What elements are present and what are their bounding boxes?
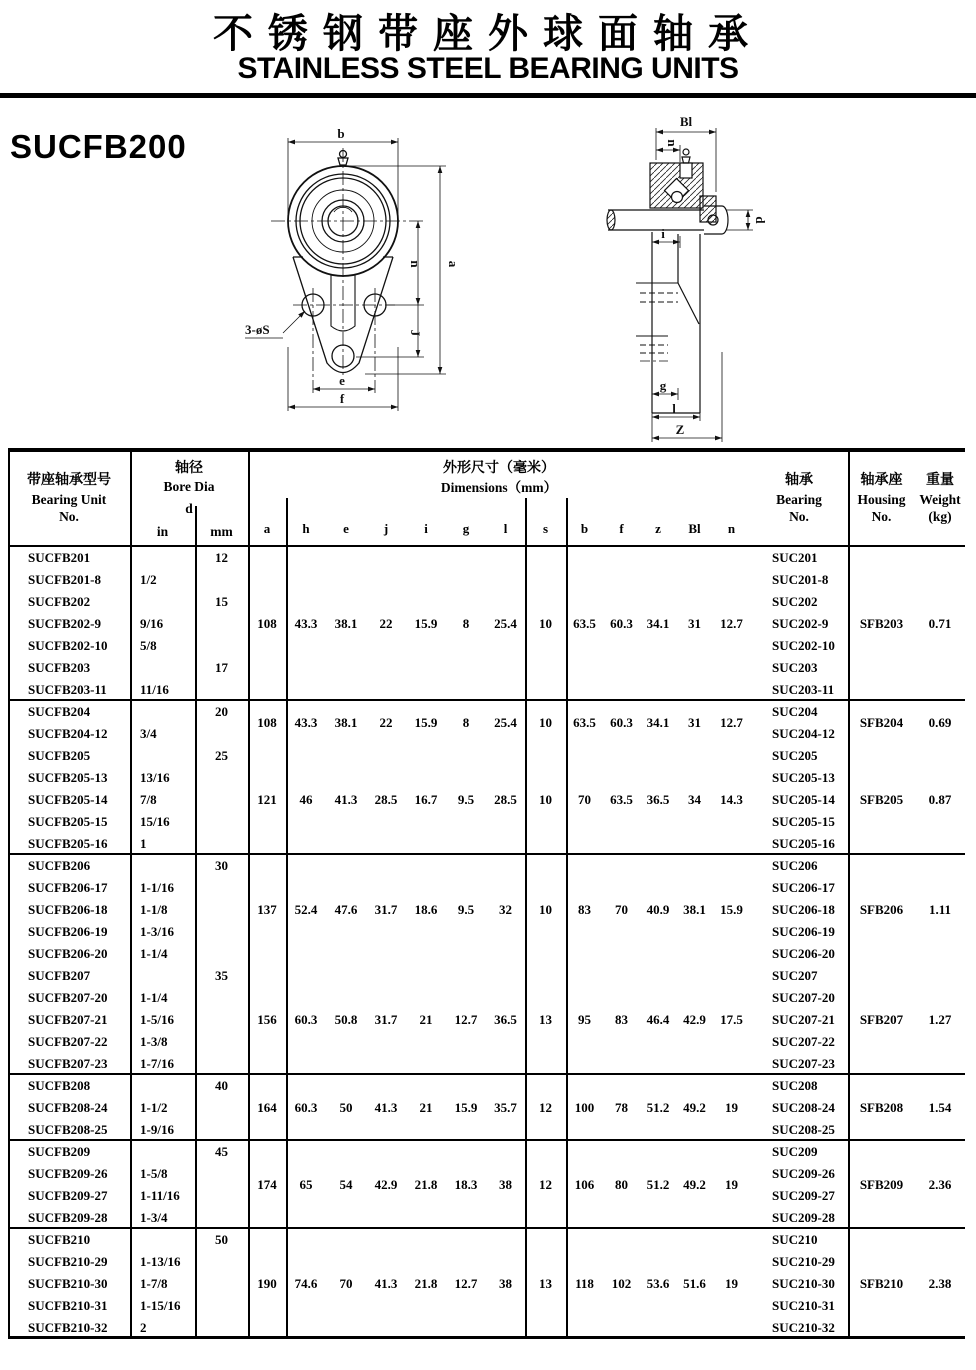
table-group — [8, 1075, 965, 1141]
unit-no-cell: SUCFB201 — [28, 550, 91, 565]
dim-value-cell: 9.5 — [457, 902, 475, 917]
col-header-dims-cn: 外形尺寸（毫米） — [443, 460, 555, 476]
front-view-drawing — [225, 112, 465, 442]
dim-value-cell: 14.3 — [720, 792, 743, 807]
dim-value-cell: 46 — [299, 792, 313, 807]
dim-value-cell: 10 — [539, 715, 552, 730]
unit-no-cell: SUCFB201-8 — [28, 572, 101, 587]
dim-value-cell: 43.3 — [294, 616, 318, 631]
dim-value-cell: 70 — [578, 792, 591, 807]
col-header-bore-mm: mm — [210, 524, 233, 539]
dim-value-cell: 50 — [339, 1100, 353, 1115]
dim-value-cell: 190 — [257, 1276, 277, 1291]
page-title-en: STAINLESS STEEL BEARING UNITS — [237, 52, 739, 85]
bearing-no-cell: SUC206-17 — [772, 880, 835, 895]
col-header-dims-en: Dimensions（mm） — [440, 480, 558, 495]
bearing-no-cell: SUC208-24 — [772, 1100, 835, 1115]
unit-no-cell: SUCFB203 — [28, 660, 91, 675]
dim-value-cell: 35.7 — [494, 1100, 517, 1115]
bearing-no-cell: SUC205-13 — [772, 770, 835, 785]
dim-label-g: g — [659, 378, 667, 393]
dim-value-cell: 10 — [539, 902, 552, 917]
col-header-unit-cn: 带座轴承型号 — [27, 472, 111, 488]
bearing-no-cell: SUC209 — [772, 1144, 818, 1159]
bearing-no-cell: SUC205-15 — [772, 814, 835, 829]
dim-label-z: Z — [675, 422, 685, 437]
table-top-border — [8, 448, 965, 452]
dim-value-cell: 38 — [499, 1177, 512, 1192]
unit-no-cell: SUCFB209-26 — [28, 1166, 108, 1181]
bore-in-cell: 1-15/16 — [140, 1298, 181, 1313]
bore-in-cell: 1-7/16 — [140, 1056, 174, 1071]
dim-label-f: f — [339, 391, 345, 406]
col-header-bore-d: d — [185, 501, 193, 516]
series-label: SUCFB200 — [10, 128, 187, 165]
bore-in-cell: 1-5/8 — [140, 1166, 168, 1181]
dim-value-cell: 12.7 — [454, 1276, 478, 1291]
bore-in-cell: 5/8 — [140, 638, 157, 653]
dim-value-cell: 70 — [339, 1276, 353, 1291]
dim-value-cell: 17.5 — [720, 1012, 743, 1027]
col-header-weight-en: Weight — [919, 492, 961, 507]
unit-no-cell: SUCFB205-16 — [28, 836, 108, 851]
bore-in-cell: 11/16 — [140, 682, 169, 697]
dim-label-j: J — [408, 329, 423, 337]
unit-no-cell: SUCFB202-10 — [28, 638, 108, 653]
dim-value-cell: 174 — [257, 1177, 277, 1192]
bearing-no-cell: SUC207-21 — [772, 1012, 835, 1027]
dim-value-cell: 19 — [725, 1100, 738, 1115]
bearing-no-cell: SUC205-16 — [772, 836, 835, 851]
bearing-no-cell: SUC207-22 — [772, 1034, 835, 1049]
dim-value-cell: 12.7 — [720, 715, 743, 730]
bearing-no-cell: SUC206 — [772, 858, 818, 873]
housing-no-cell: SFB205 — [859, 792, 904, 807]
dim-value-cell: 12.7 — [454, 1012, 478, 1027]
dim-col-header: h — [302, 521, 310, 536]
unit-no-cell: SUCFB210-31 — [28, 1298, 108, 1313]
dim-value-cell: 95 — [578, 1012, 591, 1027]
weight-cell: 1.11 — [928, 902, 952, 917]
dim-value-cell: 83 — [615, 1012, 628, 1027]
bearing-no-cell: SUC202-10 — [772, 638, 835, 653]
unit-no-cell: SUCFB207-22 — [28, 1034, 108, 1049]
bearing-no-cell: SUC210-31 — [772, 1298, 835, 1313]
unit-no-cell: SUCFB204-12 — [28, 726, 108, 741]
dim-col-header: n — [727, 521, 736, 536]
unit-no-cell: SUCFB207-20 — [28, 990, 108, 1005]
dim-value-cell: 21 — [419, 1100, 433, 1115]
dim-value-cell: 156 — [257, 1012, 277, 1027]
dim-value-cell: 108 — [257, 715, 277, 730]
bearing-no-cell: SUC202-9 — [772, 616, 829, 631]
dim-value-cell: 51.2 — [646, 1177, 670, 1192]
dim-col-header: j — [383, 521, 389, 536]
bearing-no-cell: SUC209-26 — [772, 1166, 835, 1181]
bearing-no-cell: SUC207-20 — [772, 990, 835, 1005]
table-group — [8, 547, 965, 701]
bore-mm-cell: 20 — [215, 704, 228, 719]
dim-value-cell: 52.4 — [294, 902, 318, 917]
dim-label-b: b — [337, 126, 345, 141]
dim-col-header: l — [503, 521, 508, 536]
dim-value-cell: 15.9 — [414, 715, 438, 730]
dim-value-cell: 108 — [257, 616, 277, 631]
table-body — [8, 547, 965, 1339]
dim-label-n: n — [408, 260, 423, 268]
dim-value-cell: 15.9 — [720, 902, 743, 917]
bore-mm-cell: 17 — [215, 660, 228, 675]
bore-in-cell: 1-1/4 — [140, 990, 168, 1005]
dim-value-cell: 164 — [257, 1100, 277, 1115]
housing-no-cell: SFB207 — [859, 1012, 904, 1027]
dim-col-header: z — [655, 521, 661, 536]
dim-value-cell: 19 — [725, 1177, 738, 1192]
bearing-no-cell: SUC210-30 — [772, 1276, 835, 1291]
bore-in-cell: 1-13/16 — [140, 1254, 181, 1269]
bearing-no-cell: SUC209-27 — [772, 1188, 835, 1203]
side-view-drawing — [600, 112, 870, 452]
bore-in-cell: 1-1/16 — [140, 880, 174, 895]
housing-no-cell: SFB210 — [859, 1276, 904, 1291]
dim-label-i: i — [661, 226, 665, 241]
table-group — [8, 1141, 965, 1229]
unit-no-cell: SUCFB210 — [28, 1232, 91, 1247]
dim-value-cell: 121 — [257, 792, 277, 807]
housing-no-cell: SFB208 — [859, 1100, 904, 1115]
dim-value-cell: 49.2 — [683, 1100, 706, 1115]
bore-mm-cell: 40 — [215, 1078, 228, 1093]
bearing-no-cell: SUC207-23 — [772, 1056, 835, 1071]
side-view-geometry — [607, 128, 753, 442]
dim-col-header: e — [343, 521, 349, 536]
dim-value-cell: 12.7 — [720, 616, 743, 631]
bearing-no-cell: SUC209-28 — [772, 1210, 835, 1225]
bore-in-cell: 1 — [140, 836, 147, 851]
dim-value-cell: 60.3 — [294, 1012, 318, 1027]
col-header-housing-no: No. — [871, 509, 892, 524]
bearing-no-cell: SUC205 — [772, 748, 818, 763]
dim-value-cell: 31.7 — [374, 902, 398, 917]
dim-value-cell: 63.5 — [573, 715, 596, 730]
bore-in-cell: 1-11/16 — [140, 1188, 180, 1203]
bore-mm-cell: 30 — [215, 858, 228, 873]
dim-value-cell: 18.6 — [414, 902, 438, 917]
table-group — [8, 855, 965, 1075]
col-header-housing-cn: 轴承座 — [860, 472, 903, 488]
unit-no-cell: SUCFB206-20 — [28, 946, 108, 961]
dim-value-cell: 34 — [688, 792, 701, 807]
dim-value-cell: 118 — [575, 1276, 594, 1291]
bore-mm-cell: 15 — [215, 594, 228, 609]
dim-value-cell: 78 — [615, 1100, 628, 1115]
unit-no-cell: SUCFB205-14 — [28, 792, 108, 807]
housing-no-cell: SFB204 — [859, 715, 904, 730]
dim-value-cell: 63.5 — [573, 616, 596, 631]
dim-value-cell: 25.4 — [494, 616, 517, 631]
dim-value-cell: 38.1 — [683, 902, 706, 917]
dim-value-cell: 31.7 — [374, 1012, 398, 1027]
dim-col-header: f — [619, 521, 624, 536]
table-group — [8, 701, 965, 855]
dim-value-cell: 38.1 — [334, 616, 358, 631]
bore-in-cell: 1-3/8 — [140, 1034, 168, 1049]
bearing-no-cell: SUC206-20 — [772, 946, 835, 961]
dim-value-cell: 47.6 — [334, 902, 358, 917]
col-header-unit-no: No. — [59, 509, 79, 524]
bore-in-cell: 1-3/16 — [140, 924, 174, 939]
unit-no-cell: SUCFB207-21 — [28, 1012, 108, 1027]
bearing-no-cell: SUC204 — [772, 704, 818, 719]
bearing-no-cell: SUC201 — [772, 550, 818, 565]
bore-in-cell: 1-5/16 — [140, 1012, 174, 1027]
dim-value-cell: 32 — [499, 902, 512, 917]
dim-value-cell: 12 — [539, 1100, 552, 1115]
dim-value-cell: 34.1 — [646, 616, 670, 631]
title-divider — [0, 93, 976, 98]
dim-value-cell: 12 — [539, 1177, 552, 1192]
bore-in-cell: 7/8 — [140, 792, 157, 807]
dim-value-cell: 28.5 — [494, 792, 517, 807]
housing-no-cell: SFB209 — [859, 1177, 904, 1192]
bore-in-cell: 1-3/4 — [140, 1210, 168, 1225]
dim-value-cell: 54 — [339, 1177, 353, 1192]
dim-value-cell: 10 — [539, 792, 552, 807]
dim-col-header: s — [542, 521, 549, 536]
bore-in-cell: 13/16 — [140, 770, 170, 785]
unit-no-cell: SUCFB209 — [28, 1144, 91, 1159]
bore-in-cell: 1-1/8 — [140, 902, 168, 917]
dim-value-cell: 15.9 — [414, 616, 438, 631]
dim-label-e: e — [339, 373, 345, 388]
dim-value-cell: 63.5 — [610, 792, 633, 807]
dimension-lines — [245, 138, 446, 411]
unit-no-cell: SUCFB205-13 — [28, 770, 108, 785]
dim-value-cell: 60.3 — [610, 616, 633, 631]
bore-mm-cell: 35 — [215, 968, 228, 983]
dim-col-header: g — [462, 521, 470, 536]
dim-value-cell: 36.5 — [646, 792, 670, 807]
bore-in-cell: 1-9/16 — [140, 1122, 174, 1137]
bore-in-cell: 2 — [140, 1320, 147, 1335]
unit-no-cell: SUCFB210-30 — [28, 1276, 108, 1291]
housing-no-cell: SFB206 — [859, 902, 904, 917]
bearing-no-cell: SUC207 — [772, 968, 818, 983]
bearing-no-cell: SUC203-11 — [772, 682, 835, 697]
dim-value-cell: 49.2 — [683, 1177, 706, 1192]
dim-value-cell: 38 — [499, 1276, 512, 1291]
bearing-no-cell: SUC203 — [772, 660, 818, 675]
col-header-bore-cn: 轴径 — [175, 460, 203, 476]
unit-no-cell: SUCFB210-29 — [28, 1254, 108, 1269]
dim-value-cell: 21 — [419, 1012, 433, 1027]
dim-value-cell: 18.3 — [454, 1177, 478, 1192]
dim-value-cell: 41.3 — [334, 792, 358, 807]
dim-value-cell: 16.7 — [414, 792, 438, 807]
housing-no-cell: SFB203 — [859, 616, 904, 631]
dim-value-cell: 60.3 — [610, 715, 633, 730]
dim-value-cell: 43.3 — [294, 715, 318, 730]
page-title-cn: 不锈钢带座外球面轴承 — [213, 11, 763, 57]
bore-in-cell: 1-1/4 — [140, 946, 168, 961]
dim-value-cell: 8 — [462, 715, 470, 730]
weight-cell: 1.54 — [928, 1100, 952, 1115]
col-header-bearing-no: No. — [789, 509, 809, 524]
front-view-geometry — [245, 138, 446, 411]
dim-value-cell: 19 — [725, 1276, 738, 1291]
col-header-bore-en: Bore Dia — [163, 479, 215, 494]
unit-no-cell: SUCFB208 — [28, 1078, 91, 1093]
weight-cell: 0.87 — [928, 792, 952, 807]
dim-value-cell: 100 — [574, 1100, 595, 1115]
bearing-no-cell: SUC204-12 — [772, 726, 835, 741]
dim-col-header: b — [580, 521, 589, 536]
col-header-weight-kg: (kg) — [928, 509, 952, 524]
unit-no-cell: SUCFB202-9 — [28, 616, 101, 631]
bearing-no-cell: SUC208-25 — [772, 1122, 835, 1137]
unit-no-cell: SUCFB205-15 — [28, 814, 108, 829]
dim-value-cell: 21.8 — [414, 1177, 438, 1192]
dim-value-cell: 31 — [688, 616, 701, 631]
dim-value-cell: 74.6 — [294, 1276, 318, 1291]
dim-label-n: n — [665, 139, 680, 147]
dim-value-cell: 137 — [257, 902, 277, 917]
bolt-callout-label: 3-øS — [245, 322, 270, 337]
bearing-no-cell: SUC210 — [772, 1232, 818, 1247]
unit-no-cell: SUCFB208-25 — [28, 1122, 108, 1137]
dim-value-cell: 50.8 — [334, 1012, 358, 1027]
col-header-bore-in: in — [156, 524, 169, 539]
unit-no-cell: SUCFB206-17 — [28, 880, 108, 895]
dim-value-cell: 31 — [688, 715, 701, 730]
weight-cell: 2.38 — [928, 1276, 952, 1291]
bore-in-cell: 1/2 — [140, 572, 157, 587]
dim-value-cell: 36.5 — [494, 1012, 517, 1027]
grease-fitting — [683, 149, 689, 155]
unit-no-cell: SUCFB207-23 — [28, 1056, 108, 1071]
dim-value-cell: 80 — [615, 1177, 628, 1192]
unit-no-cell: SUCFB203-11 — [28, 682, 107, 697]
dim-value-cell: 28.5 — [374, 792, 398, 807]
col-header-housing-en: Housing — [857, 492, 906, 507]
unit-no-cell: SUCFB208-24 — [28, 1100, 108, 1115]
dim-label-a: a — [446, 260, 461, 268]
bearing-no-cell: SUC208 — [772, 1078, 818, 1093]
unit-no-cell: SUCFB206-19 — [28, 924, 108, 939]
bore-in-cell: 3/4 — [140, 726, 157, 741]
dim-value-cell: 8 — [462, 616, 470, 631]
dim-value-cell: 46.4 — [646, 1012, 670, 1027]
bore-mm-cell: 45 — [215, 1144, 228, 1159]
bore-mm-cell: 25 — [215, 748, 228, 763]
unit-no-cell: SUCFB206-18 — [28, 902, 108, 917]
dim-value-cell: 102 — [611, 1276, 632, 1291]
dim-value-cell: 51.6 — [683, 1276, 706, 1291]
dim-value-cell: 40.9 — [646, 902, 670, 917]
bearing-no-cell: SUC210-29 — [772, 1254, 835, 1269]
dim-value-cell: 25.4 — [494, 715, 517, 730]
bearing-no-cell: SUC206-19 — [772, 924, 835, 939]
dim-label-d: d — [753, 216, 768, 224]
bore-in-cell: 9/16 — [140, 616, 164, 631]
col-header-weight-cn: 重量 — [926, 472, 954, 488]
dim-value-cell: 106 — [574, 1177, 595, 1192]
unit-no-cell: SUCFB209-27 — [28, 1188, 108, 1203]
bore-mm-cell: 12 — [215, 550, 228, 565]
dim-value-cell: 65 — [299, 1177, 313, 1192]
dim-value-cell: 10 — [539, 616, 552, 631]
dim-col-header: Bl — [688, 521, 701, 536]
dim-value-cell: 42.9 — [683, 1012, 706, 1027]
bore-mm-cell: 50 — [215, 1232, 228, 1247]
dim-value-cell: 42.9 — [374, 1177, 398, 1192]
dim-value-cell: 9.5 — [457, 792, 475, 807]
unit-no-cell: SUCFB209-28 — [28, 1210, 108, 1225]
weight-cell: 0.71 — [928, 616, 952, 631]
unit-no-cell: SUCFB205 — [28, 748, 91, 763]
weight-cell: 2.36 — [928, 1177, 952, 1192]
dim-value-cell: 41.3 — [374, 1276, 398, 1291]
dim-value-cell: 38.1 — [334, 715, 358, 730]
dim-col-header: a — [263, 521, 271, 536]
dim-value-cell: 51.2 — [646, 1100, 670, 1115]
unit-no-cell: SUCFB207 — [28, 968, 91, 983]
dim-value-cell: 13 — [539, 1012, 552, 1027]
dim-col-header: i — [424, 521, 428, 536]
unit-no-cell: SUCFB202 — [28, 594, 91, 609]
bore-in-cell: 1-7/8 — [140, 1276, 168, 1291]
bearing-no-cell: SUC202 — [772, 594, 818, 609]
dim-value-cell: 83 — [578, 902, 591, 917]
dim-value-cell: 15.9 — [454, 1100, 478, 1115]
bore-in-cell: 15/16 — [140, 814, 170, 829]
spec-table — [8, 448, 965, 1341]
bore-in-cell: 1-1/2 — [140, 1100, 168, 1115]
unit-no-cell: SUCFB210-32 — [28, 1320, 108, 1335]
bearing-no-cell: SUC206-18 — [772, 902, 835, 917]
dim-value-cell: 60.3 — [294, 1100, 318, 1115]
dim-value-cell: 22 — [379, 715, 393, 730]
dim-value-cell: 41.3 — [374, 1100, 398, 1115]
dim-value-cell: 53.6 — [646, 1276, 670, 1291]
dim-value-cell: 22 — [379, 616, 393, 631]
dim-value-cell: 21.8 — [414, 1276, 438, 1291]
col-header-bearing-en: Bearing — [776, 492, 822, 507]
dim-value-cell: 70 — [615, 902, 628, 917]
unit-no-cell: SUCFB206 — [28, 858, 91, 873]
bearing-no-cell: SUC210-32 — [772, 1320, 835, 1335]
table-group — [8, 1229, 965, 1339]
dim-value-cell: 13 — [539, 1276, 552, 1291]
dim-label-Bl: Bl — [679, 114, 693, 129]
col-header-unit-en: Bearing Unit — [31, 492, 107, 507]
unit-no-cell: SUCFB204 — [28, 704, 91, 719]
weight-cell: 1.27 — [928, 1012, 952, 1027]
dim-value-cell: 34.1 — [646, 715, 670, 730]
bearing-no-cell: SUC201-8 — [772, 572, 829, 587]
dim-label-l: l — [672, 401, 676, 416]
weight-cell: 0.69 — [928, 715, 952, 730]
col-header-bearing-cn: 轴承 — [785, 472, 813, 488]
bearing-no-cell: SUC205-14 — [772, 792, 835, 807]
